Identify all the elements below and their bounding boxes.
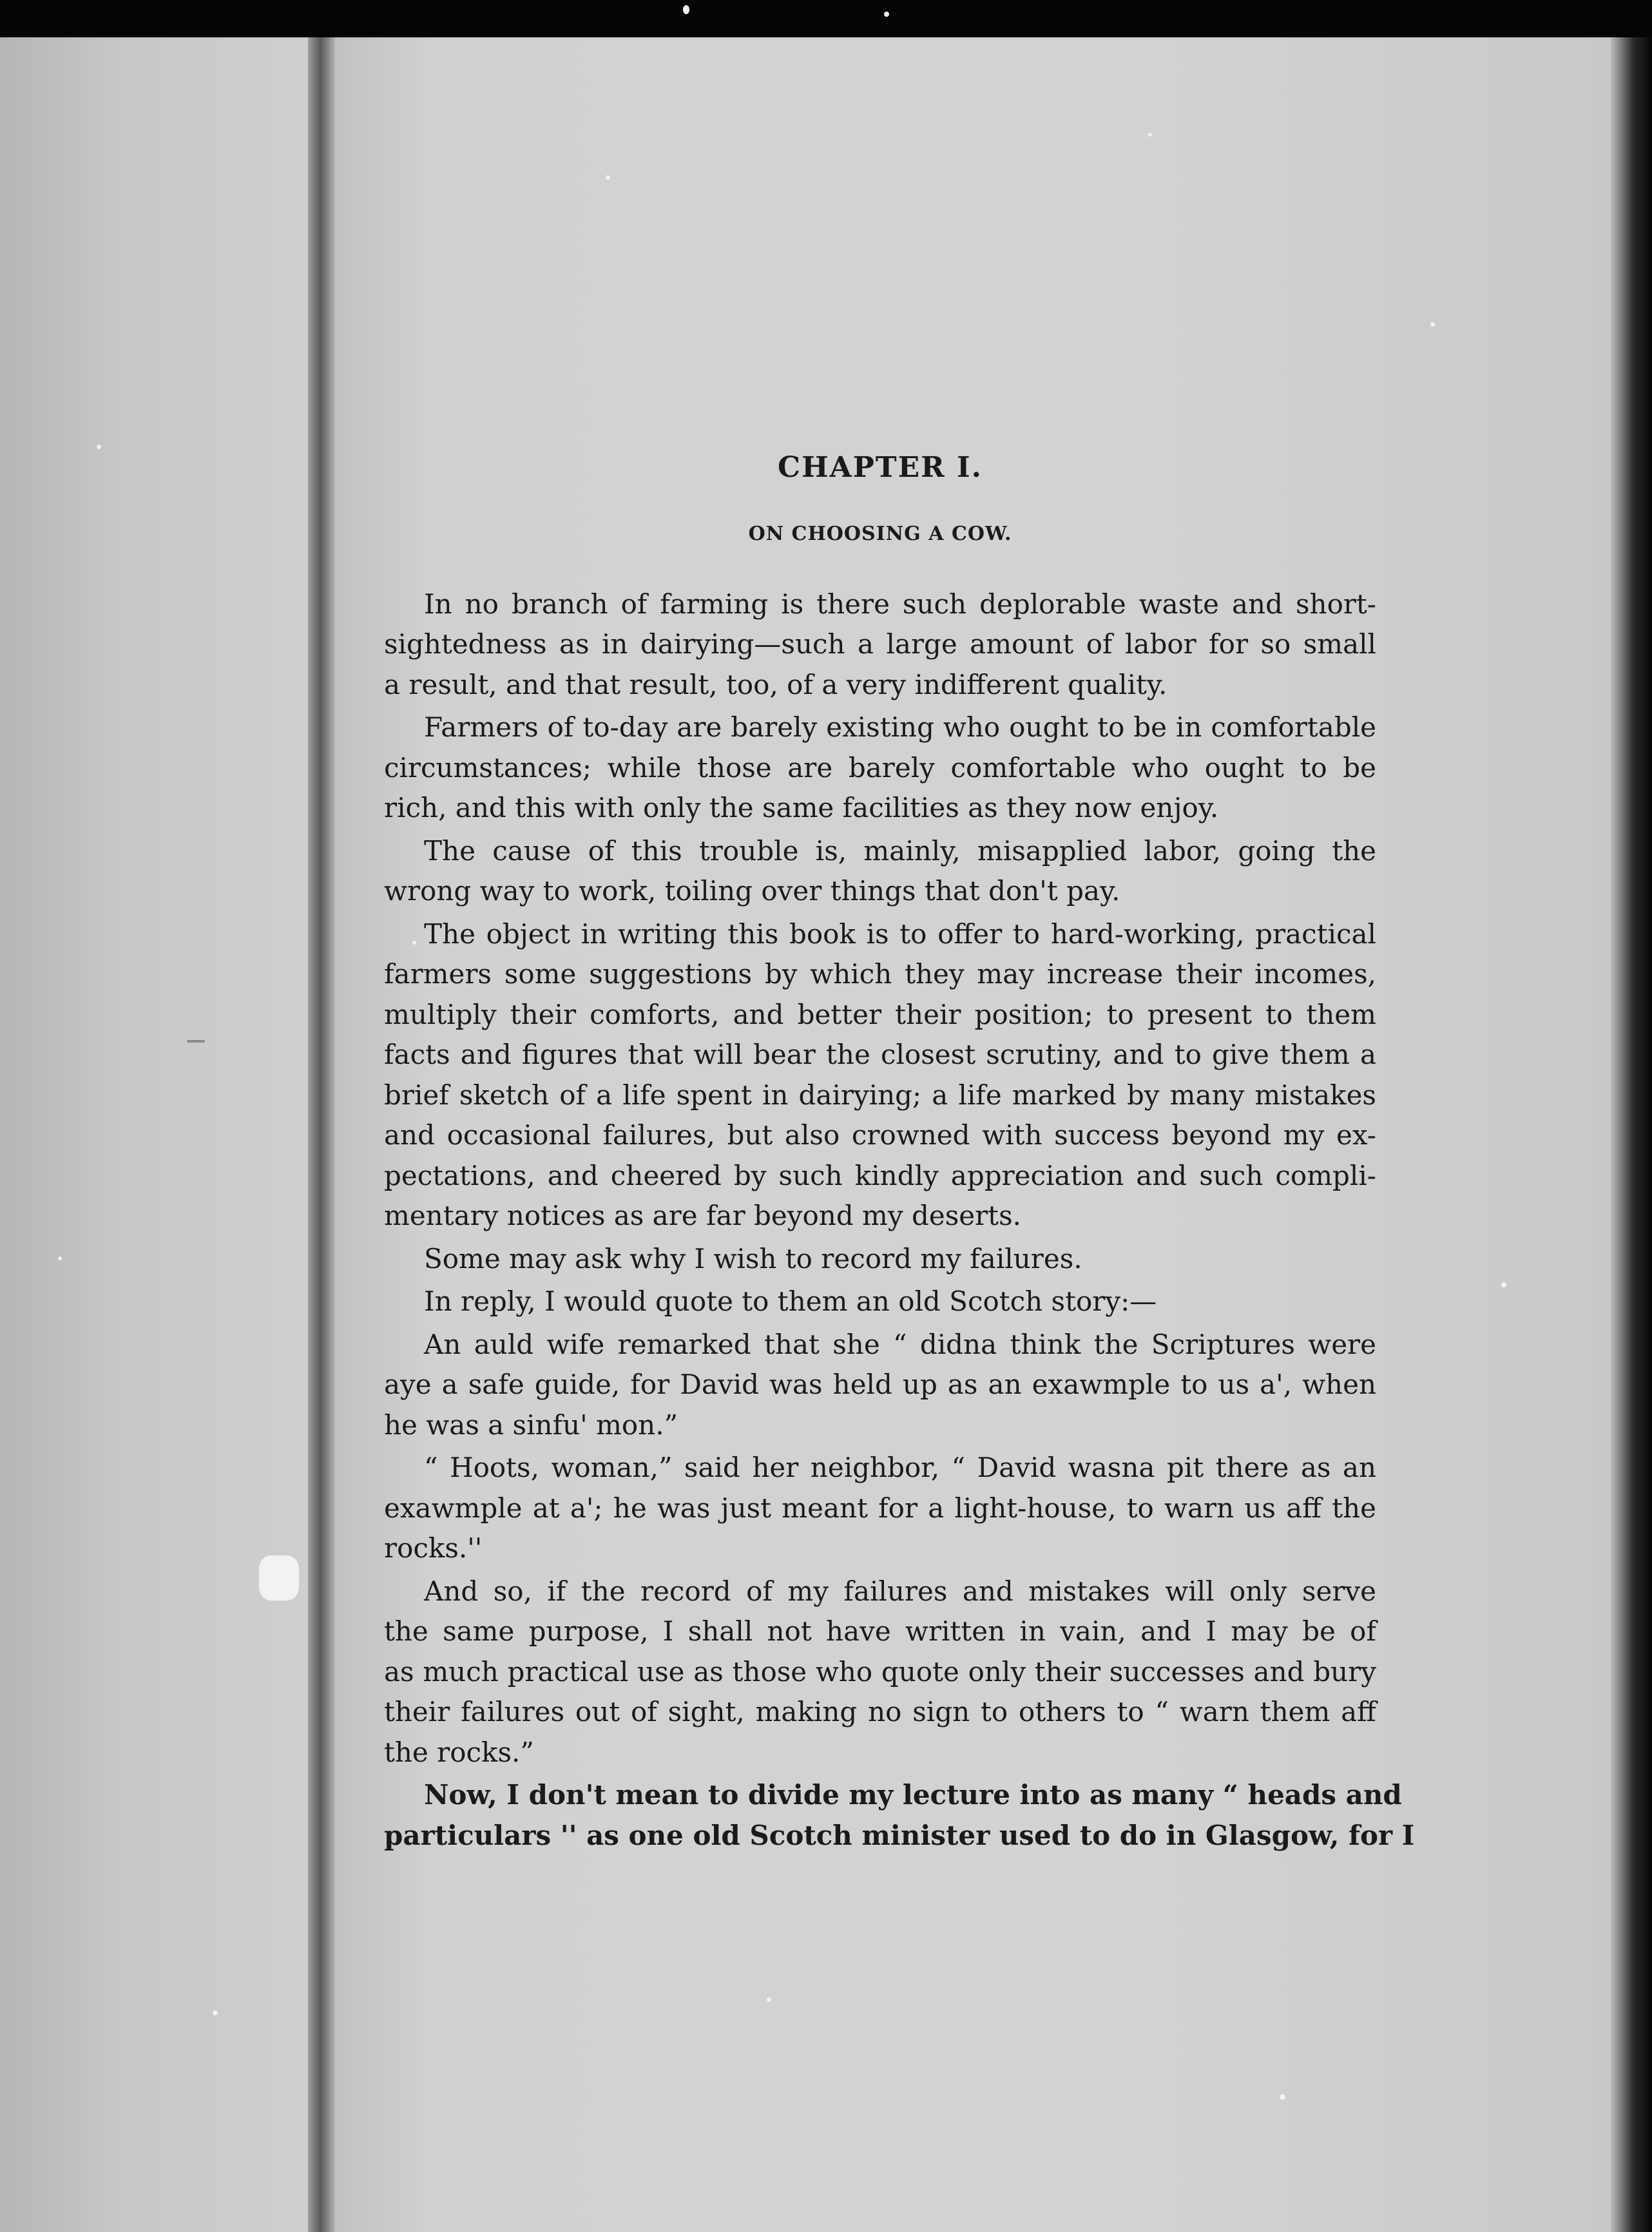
text-line: he was a sinfu' mon.” [384,1409,678,1441]
dust-speck [1430,322,1435,327]
text-line: and occasional failures, but also crowned with success beyond my ex- [384,1119,1376,1151]
dust-speck [213,2010,218,2016]
text-line: Now, I don't mean to divide my lecture into as many “ heads and [424,1779,1402,1811]
dust-speck [683,5,689,14]
dust-speck [259,1555,299,1601]
dust-speck [1501,1282,1506,1287]
dust-speck [884,12,889,17]
text-line: “ Hoots, woman,” said her neighbor, “ David wasna pit there as an [424,1452,1376,1484]
chapter-subtitle: ON CHOOSING A COW. [748,522,1012,545]
text-line: sightedness as in dairying—such a large amount of labor for so small [384,628,1376,660]
paragraph [384,1775,1415,1856]
text-line: wrong way to work, toiling over things that don't pay. [384,875,1120,907]
page-text [384,451,1415,1858]
left-facing-page [0,37,317,2232]
text-line: An auld wife remarked that she “ didna think the Scriptures were [424,1328,1376,1360]
page-edge [1611,37,1652,2232]
dust-speck [97,445,101,449]
text-line: rocks.'' [384,1532,483,1564]
text-line: In reply, I would quote to them an old Scotch story:— [424,1285,1157,1318]
text-line: The object in writing this book is to offer to hard-working, practical [424,918,1376,950]
paragraph [384,914,1376,1236]
paragraph [384,1572,1376,1773]
text-line: aye a safe guide, for David was held up as an exawmple to us a', when [384,1369,1376,1401]
paragraph [384,1282,1376,1322]
text-line: And so, if the record of my failures and mistakes will only serve [424,1575,1376,1607]
dust-speck [606,175,610,180]
text-line: brief sketch of a life spent in dairying; a life marked by many mistakes [384,1079,1376,1111]
text-line: farmers some suggestions by which they may increase their incomes, [384,958,1376,990]
text-line: multiply their comforts, and better their position; to present to them [384,998,1376,1030]
text-line: The cause of this trouble is, mainly, misapplied labor, going the [424,834,1376,867]
text-line: facts and figures that will bear the closest scrutiny, and to give them a [384,1039,1376,1071]
paragraph [384,1448,1376,1569]
dust-speck [58,1256,62,1260]
text-line: exawmple at a'; he was just meant for a light-house, to warn us aff the [384,1492,1376,1524]
text-line: mentary notices as are far beyond my deserts. [384,1200,1021,1232]
text-line: rich, and this with only the same facilities as they now enjoy. [384,792,1219,824]
text-line: Some may ask why I wish to record my failures. [424,1242,1082,1275]
text-line: a result, and that result, too, of a very indifferent quality. [384,668,1167,700]
dust-speck [767,1997,771,2002]
text-line: the same purpose, I shall not have written in vain, and I may be of [384,1615,1376,1648]
text-line: In no branch of farming is there such deplorable waste and short- [424,588,1376,620]
dust-speck [1280,2094,1285,2100]
chapter-title: CHAPTER I. [778,451,983,484]
paragraph [384,1325,1376,1446]
ink-speck [187,1040,205,1043]
text-line: as much practical use as those who quote only their successes and bury [384,1655,1376,1688]
paragraph [384,1239,1376,1280]
text-line: their failures out of sight, making no sign to others to “ warn them aff [384,1696,1376,1728]
book-gutter [308,37,335,2232]
text-line: pectations, and cheered by such kindly appreciation and such compli- [384,1159,1376,1191]
paragraph [384,584,1376,706]
text-line: particulars '' as one old Scotch minister used to do in Glasgow, for I [384,1819,1415,1851]
text-line: circumstances; while those are barely comfortable who ought to be [384,751,1376,784]
text-line: Farmers of to-day are barely existing who ought to be in comfortable [424,711,1376,744]
paragraph [384,707,1376,829]
dust-speck [1148,133,1152,137]
text-line: the rocks.” [384,1736,534,1768]
paragraph [384,831,1376,912]
